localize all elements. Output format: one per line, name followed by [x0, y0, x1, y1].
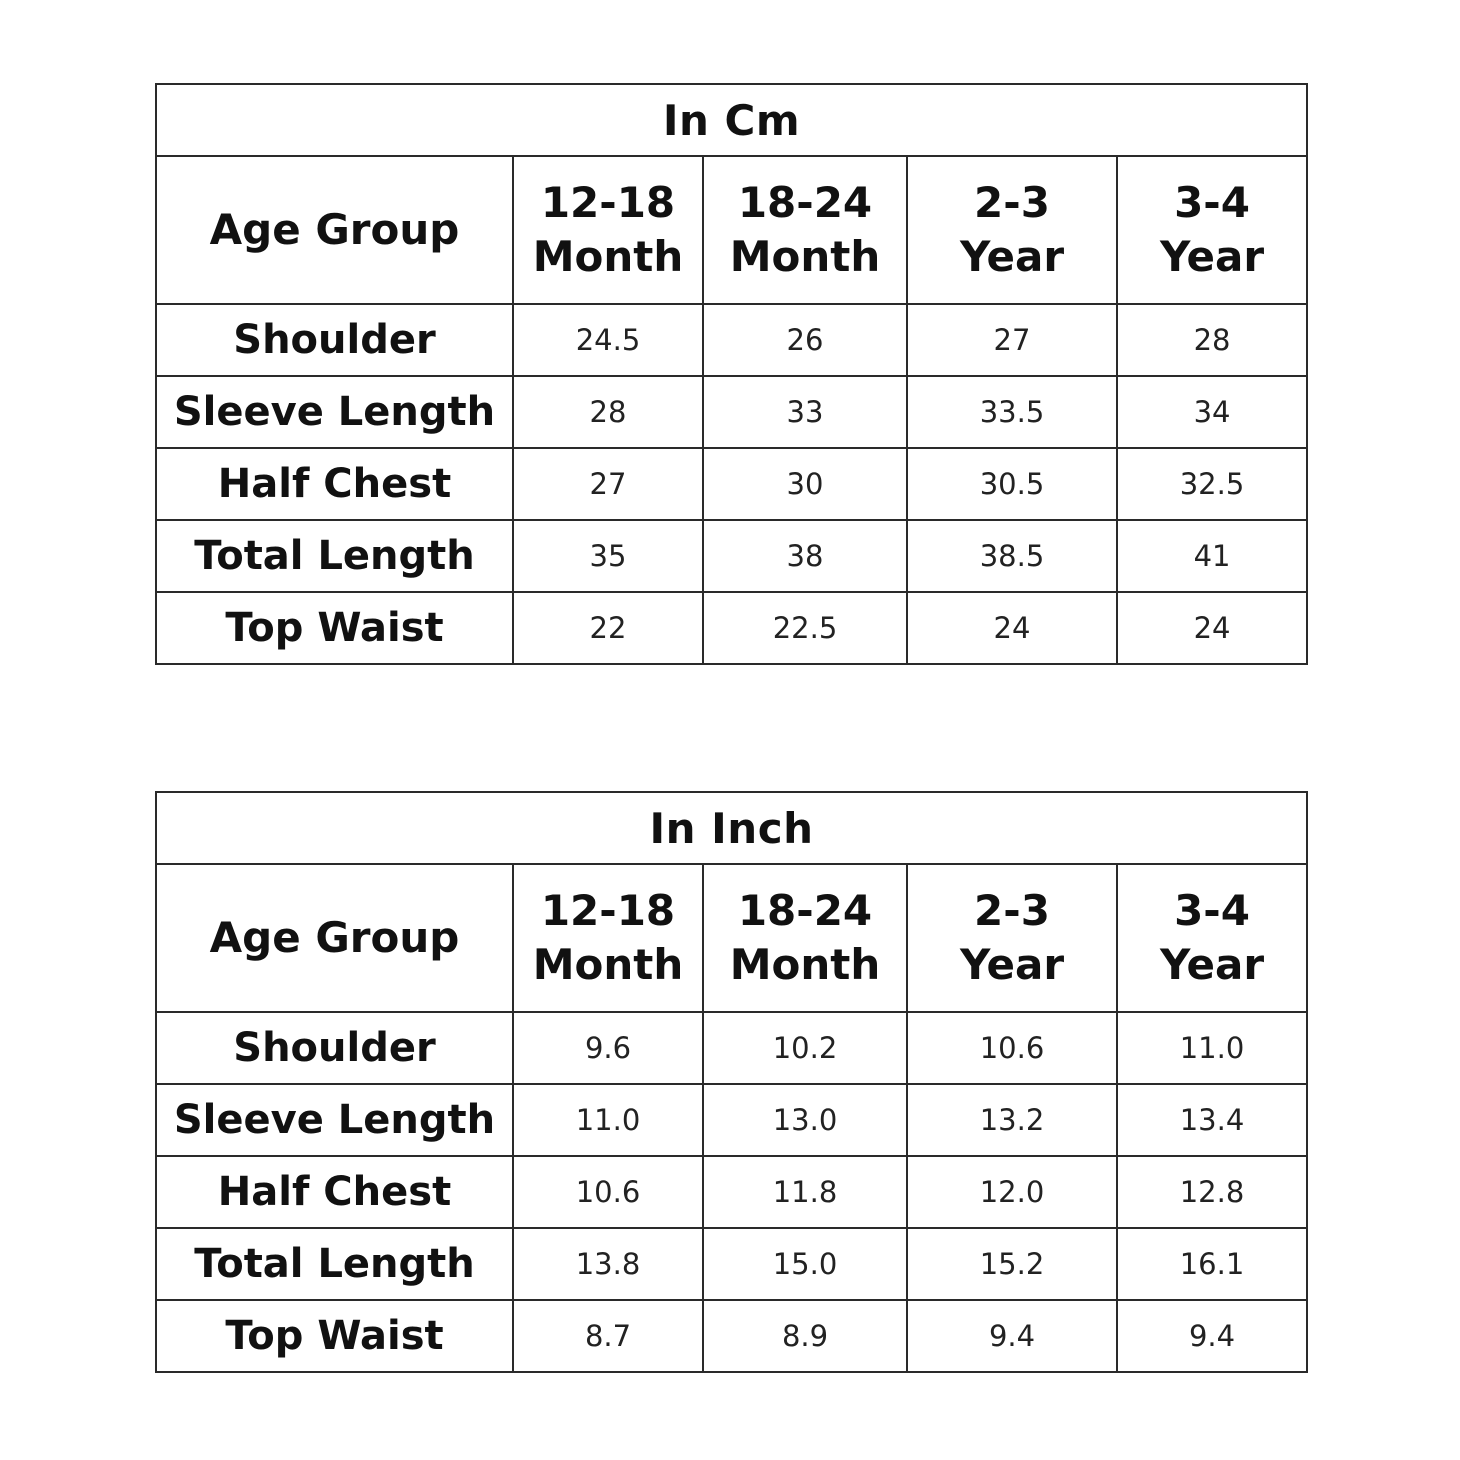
table-cell: 9.4: [907, 1300, 1117, 1372]
table-cell: 30: [703, 448, 907, 520]
table-row: [156, 376, 1307, 448]
column-header-3-4-year: 3-4 Year: [1117, 156, 1307, 304]
column-header-12-18-month: 12-18 Month: [513, 156, 703, 304]
table-cell: 28: [1117, 304, 1307, 376]
table-row: [156, 1156, 1307, 1228]
table-cell: 13.4: [1117, 1084, 1307, 1156]
row-label: Shoulder: [156, 304, 513, 376]
table-row: [156, 304, 1307, 376]
column-header-2-3-year: 2-3 Year: [907, 156, 1117, 304]
table-row: [156, 448, 1307, 520]
table-cell: 24: [1117, 592, 1307, 664]
table-cell: 8.9: [703, 1300, 907, 1372]
table-cell: 28: [513, 376, 703, 448]
table-cell: 22: [513, 592, 703, 664]
table-row: [156, 592, 1307, 664]
table-cell: 33: [703, 376, 907, 448]
table-cell: 9.4: [1117, 1300, 1307, 1372]
column-header-12-18-month: 12-18 Month: [513, 864, 703, 1012]
column-header-18-24-month: 18-24 Month: [703, 156, 907, 304]
table-row: [156, 1012, 1307, 1084]
row-label: Total Length: [156, 520, 513, 592]
table-row: [156, 520, 1307, 592]
table-cell: 22.5: [703, 592, 907, 664]
table-cell: 13.8: [513, 1228, 703, 1300]
table-row: [156, 1228, 1307, 1300]
column-header-2-3-year: 2-3 Year: [907, 864, 1117, 1012]
row-label: Half Chest: [156, 448, 513, 520]
column-header-18-24-month: 18-24 Month: [703, 864, 907, 1012]
table-cell: 16.1: [1117, 1228, 1307, 1300]
table-cell: 9.6: [513, 1012, 703, 1084]
table-cell: 27: [513, 448, 703, 520]
age-group-header: Age Group: [156, 156, 513, 304]
row-label: Sleeve Length: [156, 1084, 513, 1156]
table-cell: 30.5: [907, 448, 1117, 520]
table-cell: 15.2: [907, 1228, 1117, 1300]
table-cell: 12.0: [907, 1156, 1117, 1228]
table-cell: 32.5: [1117, 448, 1307, 520]
table-cell: 38.5: [907, 520, 1117, 592]
row-label: Top Waist: [156, 1300, 513, 1372]
table-cell: 13.2: [907, 1084, 1117, 1156]
table-cell: 11.0: [513, 1084, 703, 1156]
table-cell: 10.6: [513, 1156, 703, 1228]
table-cell: 38: [703, 520, 907, 592]
row-label: Half Chest: [156, 1156, 513, 1228]
size-table-inch: [155, 791, 1308, 1373]
table-row: [156, 1300, 1307, 1372]
row-label: Sleeve Length: [156, 376, 513, 448]
table-cell: 24: [907, 592, 1117, 664]
row-label: Shoulder: [156, 1012, 513, 1084]
table-cell: 11.0: [1117, 1012, 1307, 1084]
table-cell: 26: [703, 304, 907, 376]
column-header-3-4-year: 3-4 Year: [1117, 864, 1307, 1012]
table-cell: 13.0: [703, 1084, 907, 1156]
table-cell: 10.6: [907, 1012, 1117, 1084]
table-cell: 27: [907, 304, 1117, 376]
table-cell: 33.5: [907, 376, 1117, 448]
table-title: In Cm: [156, 84, 1307, 156]
table-cell: 15.0: [703, 1228, 907, 1300]
row-label: Top Waist: [156, 592, 513, 664]
table-cell: 34: [1117, 376, 1307, 448]
table-row: [156, 1084, 1307, 1156]
table-cell: 10.2: [703, 1012, 907, 1084]
table-cell: 11.8: [703, 1156, 907, 1228]
table-cell: 12.8: [1117, 1156, 1307, 1228]
table-cell: 24.5: [513, 304, 703, 376]
table-cell: 8.7: [513, 1300, 703, 1372]
table-title: In Inch: [156, 792, 1307, 864]
size-table-cm: [155, 83, 1308, 665]
table-cell: 35: [513, 520, 703, 592]
age-group-header: Age Group: [156, 864, 513, 1012]
table-cell: 41: [1117, 520, 1307, 592]
row-label: Total Length: [156, 1228, 513, 1300]
